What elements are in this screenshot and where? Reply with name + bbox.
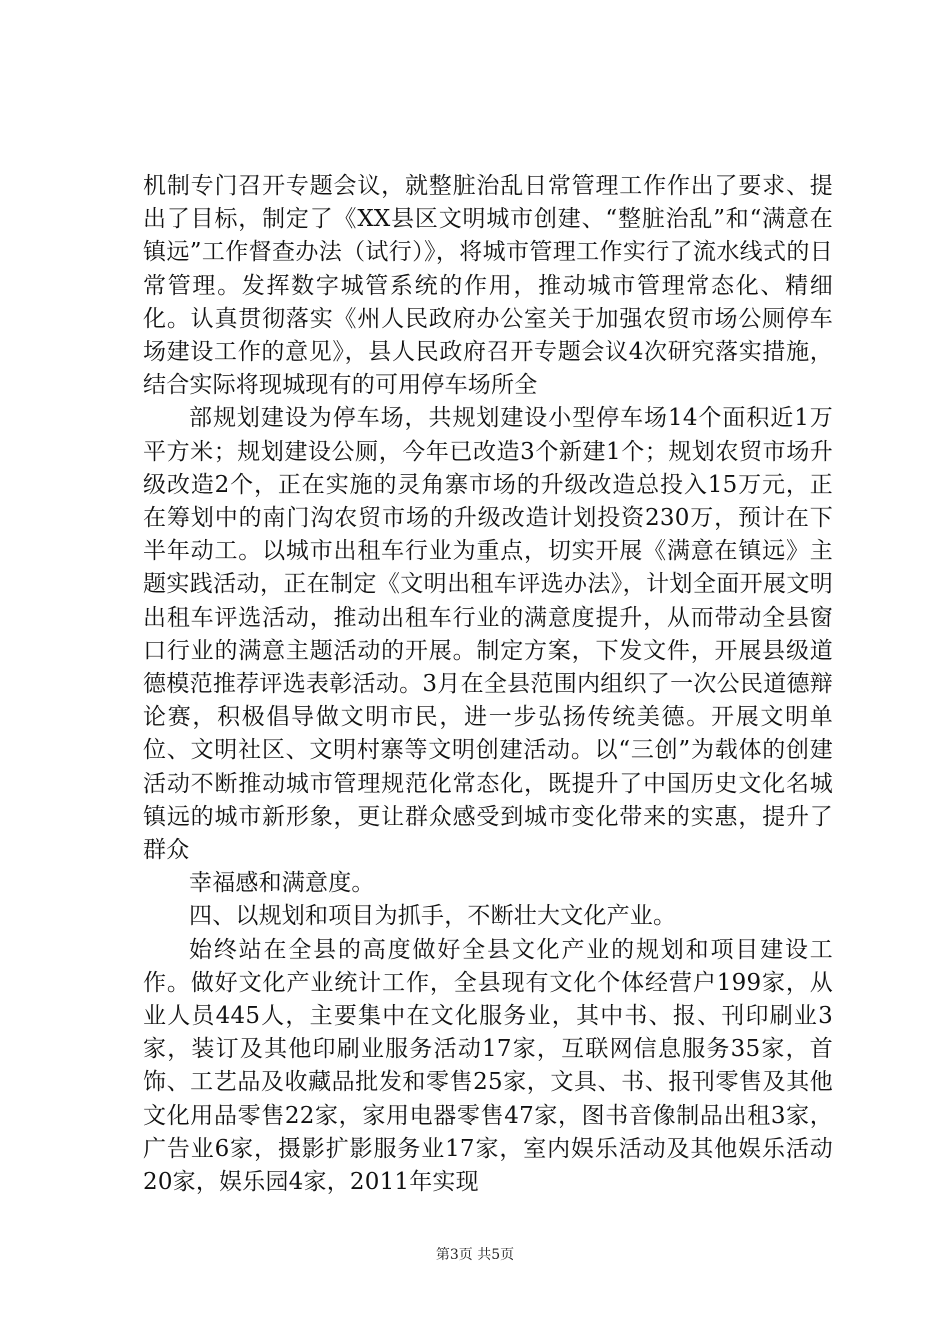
paragraph-3: 幸福感和满意度。 [189, 870, 375, 897]
paragraph-5: 始终站在全县的高度做好全县文化产业的规划和项目建设工作。做好文化产业统计工作，全县现有文化个体经营户199家，从业人员445人，主要集中在文化服务业，其中书、报、刊印刷业3家，装订及其他印刷业服务活动17家，互联网信息服务35家，首饰、工艺品及收藏品批发和零售25家，文具、书、报刊零售及其他文化用品零售22家，家用电器零售47家，图书音像制品出租3家，广告业6家，摄影扩影服务业17家，室内娱乐活动及其他娱乐活动20家，娱乐园4家，2011年实现 [143, 936, 833, 1196]
paragraph-2: 部规划建设为停车场，共规划建设小型停车场14个面积近1万平方米；规划建设公厕，今年已改造3个新建1个；规划农贸市场升级改造2个，正在实施的灵角寨市场的升级改造总投入15万元，正在筹划中的南门沟农贸市场的升级改造计划投资230万，预计在下半年动工。以城市出租车行业为重点，切实开展《满意在镇远》主题实践活动，正在制定《文明出租车评选办法》，计划全面开展文明出租车评选活动，推动出租车行业的满意度提升，从而带动全县窗口行业的满意主题活动的开展。制定方案，下发文件，开展县级道德模范推荐评选表彰活动。3月在全县范围内组织了一次公民道德辩论赛，积极倡导做文明市民，进一步弘扬传统美德。开展文明单位、文明社区、文明村寨等文明创建活动。以“三创”为载体的创建活动不断推动城市管理规范化常态化，既提升了中国历史文化名城镇远的城市新形象，更让群众感受到城市变化带来的实惠，提升了群众 [143, 405, 833, 864]
document-body [143, 170, 833, 1199]
page-number-footer: 第3页 共5页 [435, 1247, 515, 1263]
section-heading-4: 四、以规划和项目为抓手，不断壮大文化产业。 [189, 903, 677, 930]
paragraph-1: 机制专门召开专题会议，就整脏治乱日常管理工作作出了要求、提出了目标，制定了《XX县区文明城市创建、“整脏治乱”和“满意在镇远”工作督查办法（试行）》，将城市管理工作实行了流水线式的日常管理。发挥数字城管系统的作用，推动城市管理常态化、精细化。认真贯彻落实《州人民政府办公室关于加强农贸市场公厕停车场建设工作的意见》，县人民政府召开专题会议4次研究落实措施，结合实际将现城现有的可用停车场所全 [143, 173, 833, 399]
